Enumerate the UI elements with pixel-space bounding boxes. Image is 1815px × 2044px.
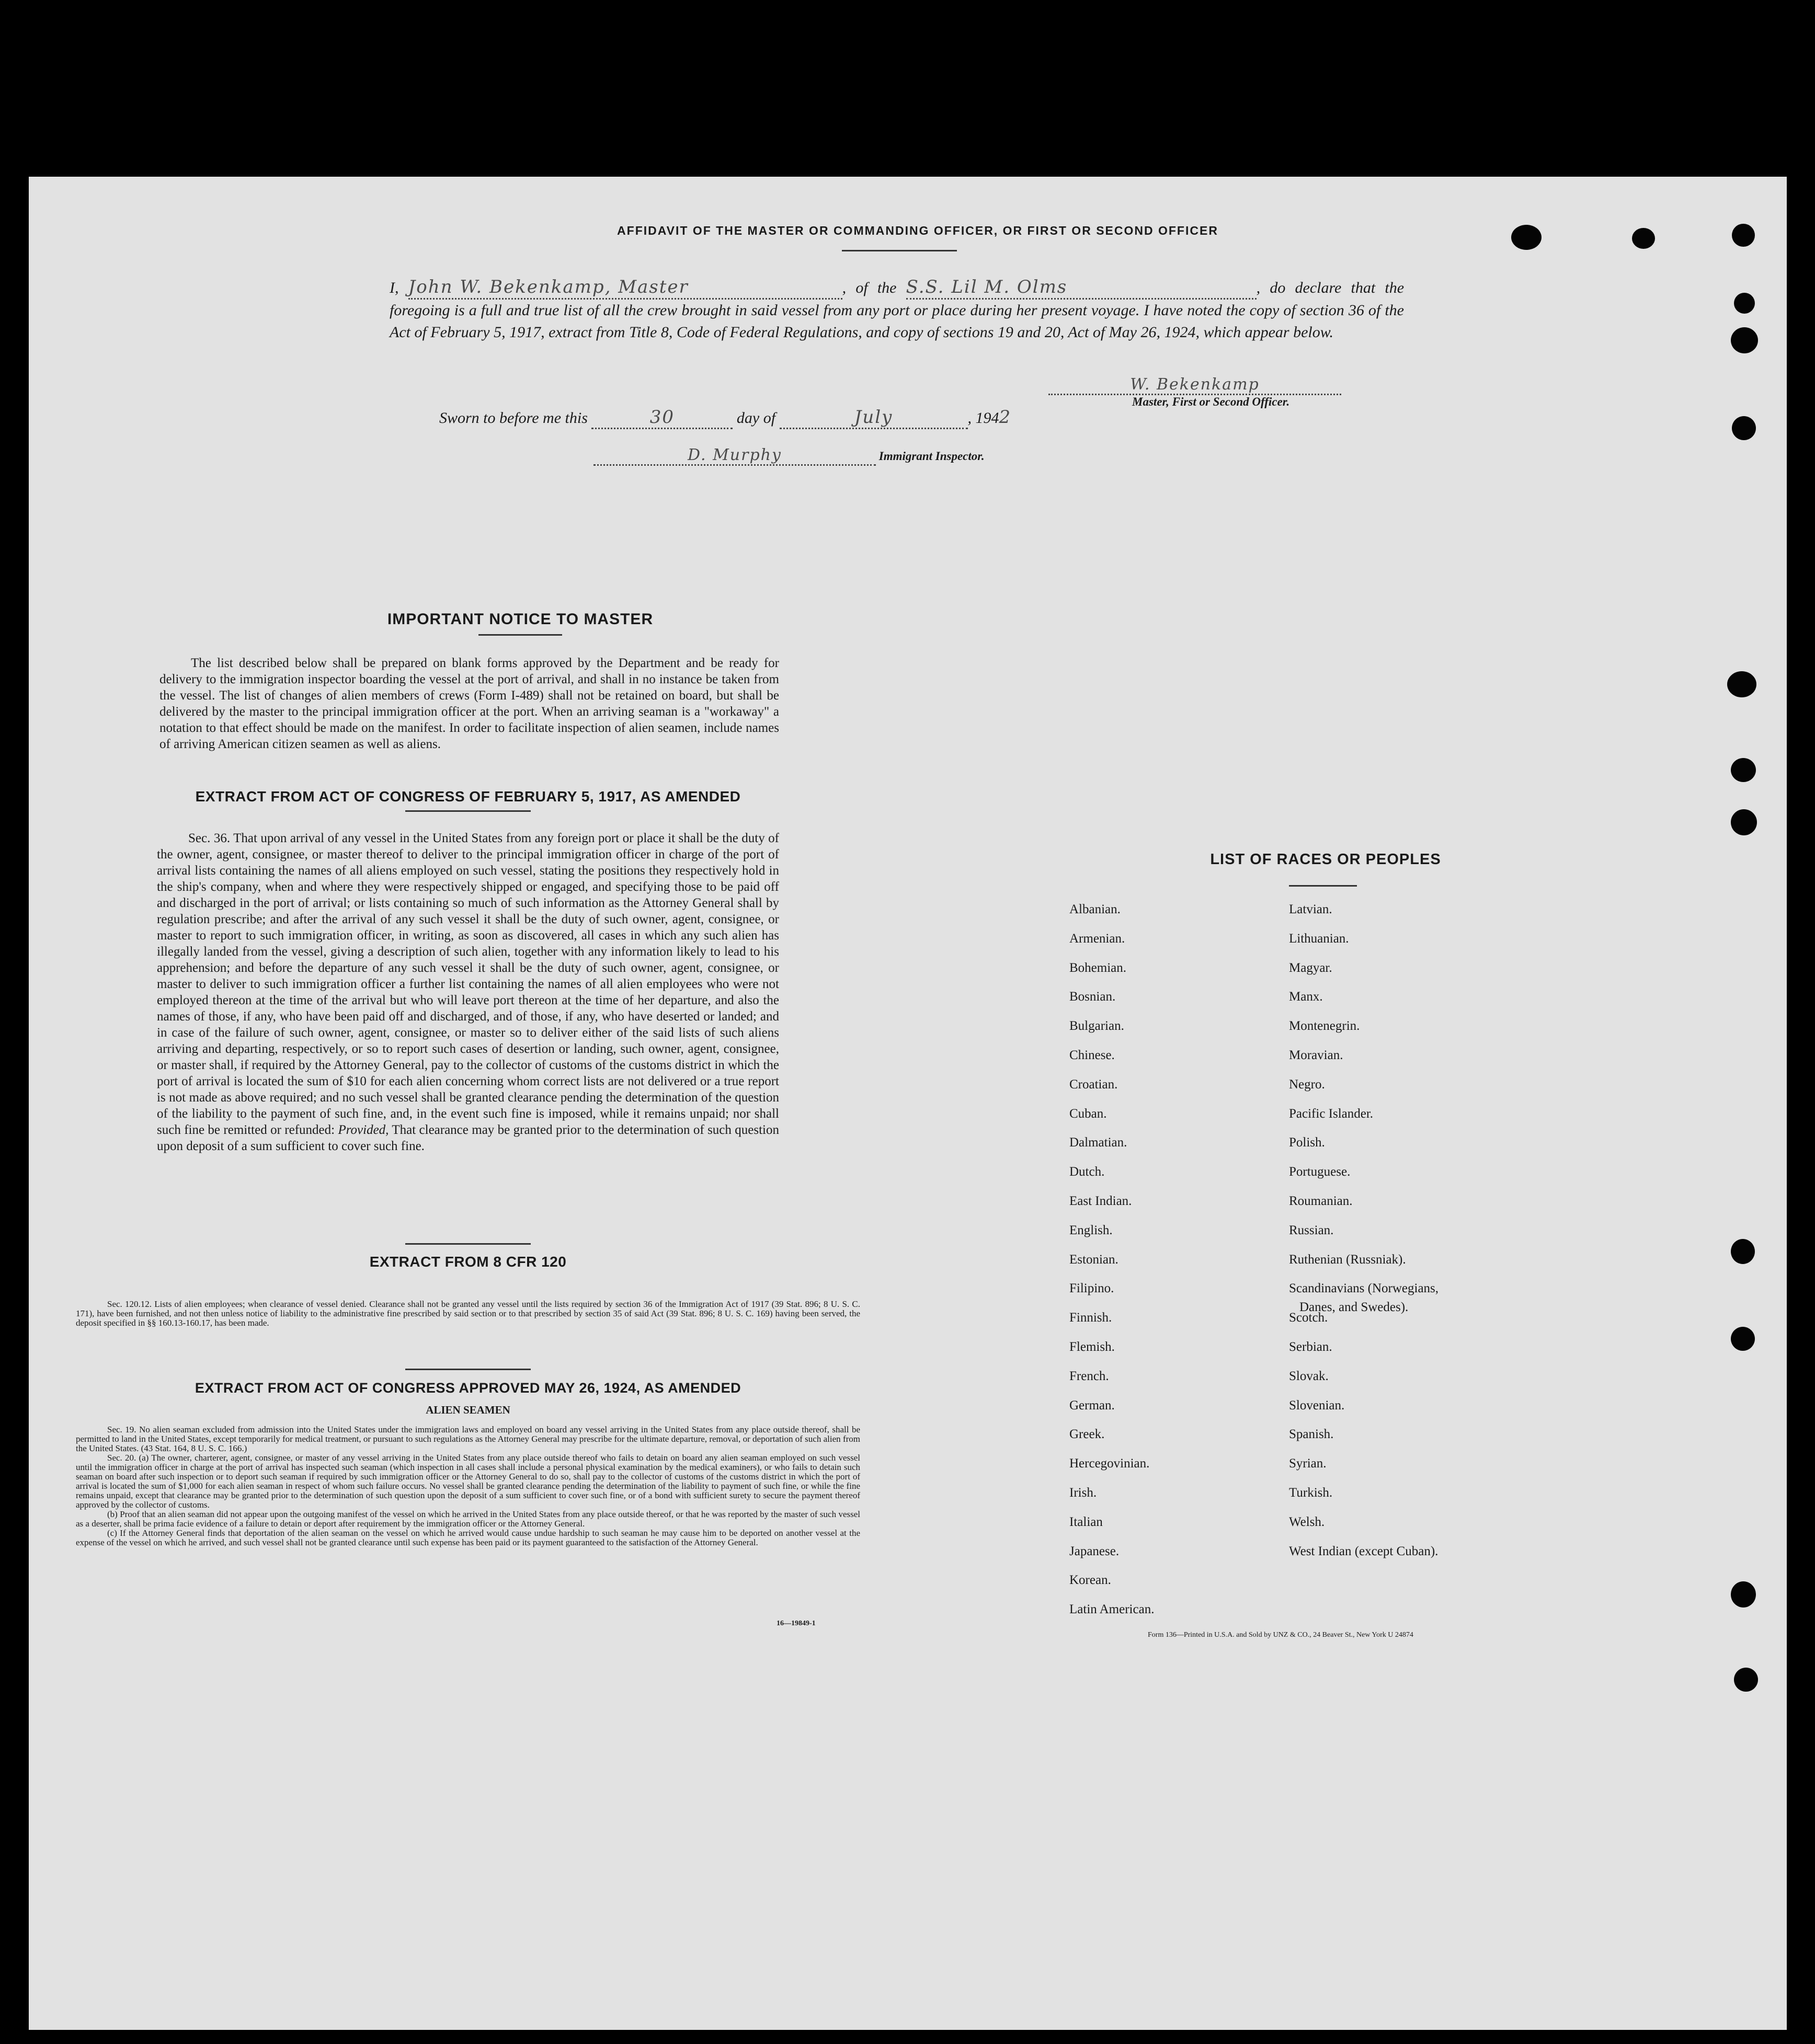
race-item: Montenegrin. (1289, 1019, 1360, 1034)
race-item: Irish. (1069, 1486, 1097, 1500)
punch-hole (1632, 228, 1655, 249)
print-code: 16—19849-1 (777, 1620, 816, 1627)
affidavit-title: AFFIDAVIT OF THE MASTER OR COMMANDING OFFICER, OR FIRST OR SECOND OFFICER (617, 224, 1218, 237)
sworn-day-field: 30 (591, 407, 733, 429)
notice-title: IMPORTANT NOTICE TO MASTER (387, 611, 654, 628)
race-item: Pacific Islander. (1289, 1106, 1374, 1121)
punch-hole (1511, 225, 1542, 250)
races-divider (1289, 885, 1357, 887)
race-item: Albanian. (1069, 902, 1121, 916)
race-item: Latvian. (1289, 902, 1332, 916)
race-item: Armenian. (1069, 931, 1125, 946)
punch-hole (1734, 1668, 1758, 1692)
section-20a-text: Sec. 20. (a) The owner, charterer, agent, consignee, or master of any vessel arriving in the United States from any place outside thereof who fails to detain on board any alien seaman employed on such vessel until the immigration officer in charge at the port of arrival has inspected such seaman (which inspection in all cases shall include a personal physical examination by the medical examiners), or who fails to detain such seaman on board after such inspection or to deport such seaman if required by such immigration officer or the Attorney General to do so, shall pay to the collector of customs of the customs district in which the port of arrival is located the sum of $1,000 for each alien seaman in respect of whom such failure occurs. No vessel shall be granted clearance pending the determination of the liability to payment of such fine, or while the fine remains unpaid, except that clearance may be granted prior to the determination of such question upon the deposit of a sum sufficient to cover such fine, or of a bond with sufficient surety to secure the payment thereof approved by the collector of customs. (76, 1453, 860, 1510)
cfr-text: Sec. 120.12. Lists of alien employees; when clearance of vessel denied. Clearance shall not be granted any vessel until the lists required by section 36 of the Immigration Act of 1917 (39 Stat. 896; 8 U. S. C. 171), have been furnished, and not then unless notice of liability to the administrative fine prescribed by said section or to that prescribed by section 35 of said Act (39 Stat. 896; 8 U. S. C. 169) having been served, the deposit specified in §§ 160.13-160.17, has been made. (76, 1299, 860, 1328)
master-name-field: John W. Bekenkamp, Master (408, 276, 842, 300)
day-of-label: day of (736, 409, 776, 427)
punch-hole (1731, 1239, 1755, 1264)
race-item: Negro. (1289, 1077, 1325, 1092)
title-divider (842, 250, 957, 251)
proviso-text: That clearance may be granted prior to the determination of such question upon deposit of a sum sufficient to cover such fine. (157, 1123, 779, 1153)
notice-text: The list described below shall be prepared on blank forms approved by the Department and be ready for delivery to the immigration inspector boarding the vessel at the port of arrival, and shall in no instance be taken from the vessel. The list of changes of alien members of crews (Form I-489) shall not be retained on board, but shall be delivered by the master to the principal immigration officer at the port. When an arriving seaman is a "workaway" a notation to that effect should be made on the manifest. In order to facilitate inspection of alien seamen, include names of arriving American citizen seamen as well as aliens. (159, 656, 779, 751)
race-item: Hercegovinian. (1069, 1456, 1150, 1471)
form-footer: Form 136—Printed in U.S.A. and Sold by UNZ & CO., 24 Beaver St., New York U 24874 (1148, 1631, 1413, 1639)
race-item: Dalmatian. (1069, 1135, 1127, 1150)
race-item: Roumanian. (1289, 1194, 1353, 1208)
section-36-text: That upon arrival of any vessel in the United States from any foreign port or place it shall be the duty of the owner, agent, consignee, or master thereof to deliver to the principal immigration officer in charge of the port of arrival lists containing the names of all aliens employed on such vessel, stating the positions they respectively hold in the ship's company, when and where they were respectively shipped or engaged, and specifying those to be paid off and discharged in the port of arrival; or lists containing so much of such information as the Attorney General shall by regulation prescribe; and after the arrival of any such vessel it shall be the duty of such owner, agent, consignee, or master to report to such immigration officer, in writing, as soon as discovered, all cases in which any such alien has illegally landed from the vessel, giving a description of such alien, together with any information likely to lead to his apprehension; and before the departure of any such vessel it shall be the duty of such owner, agent, consignee, or master to deliver to such immigration officer a further list containing the names of all alien employees who were not employed thereon at the time of the arrival but who will leave port thereon at the time of her departure, and also the names of those, if any, who have been paid off and discharged, and of those, if any, who have deserted or landed; and in case of the failure of such owner, agent, consignee, or master so to deliver either of the said lists of such aliens arriving and departing, respectively, or so to report such cases of desertion or landing, such owner, agent, consignee, or master shall, if required by the Attorney General, pay to the collector of customs of the customs district in which the port of arrival is located the sum of $10 for each alien concerning whom correct lists are not delivered or a true report is not made as above required; and no such vessel shall be granted clearance pending the determination of the question of the liability to the payment of such fine, and, in the event such fine is imposed, while it remains unpaid; nor shall such fine be remitted or refunded: (157, 831, 779, 1137)
race-item: Italian (1069, 1514, 1103, 1529)
race-item: Bosnian. (1069, 990, 1116, 1004)
declaration-prefix: I, (390, 279, 399, 296)
punch-hole (1731, 1581, 1756, 1607)
race-item: English. (1069, 1223, 1113, 1237)
race-item: Magyar. (1289, 960, 1332, 975)
of-the-label: , of the (842, 279, 897, 296)
punch-hole (1731, 1327, 1755, 1351)
race-item: East Indian. (1069, 1194, 1132, 1208)
race-item: Dutch. (1069, 1165, 1105, 1179)
race-item: French. (1069, 1369, 1109, 1383)
sworn-year-field: 2 (999, 407, 1012, 428)
master-signature-label: Master, First or Second Officer. (1132, 395, 1290, 408)
race-item: German. (1069, 1398, 1115, 1413)
race-item: West Indian (except Cuban). (1289, 1544, 1439, 1558)
document-page (29, 177, 1787, 2030)
master-signature (1048, 375, 1373, 409)
race-item: Korean. (1069, 1573, 1111, 1588)
affidavit-declaration (390, 276, 1404, 343)
race-item: Lithuanian. (1289, 931, 1349, 946)
race-item: Croatian. (1069, 1077, 1118, 1092)
race-item: Slovak. (1289, 1369, 1329, 1383)
sworn-month-field: July (780, 407, 968, 429)
race-item: Manx. (1289, 990, 1323, 1004)
races-title: LIST OF RACES OR PEOPLES (1210, 851, 1441, 868)
extract-1917-text (157, 830, 779, 1154)
punch-hole (1734, 293, 1755, 314)
race-item: Scandinavians (Norwegians, (1289, 1281, 1439, 1296)
act-1924-divider (405, 1369, 531, 1370)
race-item: Turkish. (1289, 1486, 1333, 1500)
declare-label: , do declare (1256, 279, 1342, 296)
sworn-line (439, 407, 1171, 429)
extract-1917-divider (405, 810, 531, 812)
inspector-signature-field: D. Murphy (593, 446, 876, 466)
section-19-text: Sec. 19. No alien seaman excluded from admission into the United States under the immigration laws and employed on board any vessel arriving in the United States from any place outside thereof, shall be permitted to land in the United States, except temporarily for medical treatment, or pursuant to such regulations as the Attorney General may prescribe for the ultimate departure, removal, or deportation of such alien from the United States. (43 Stat. 164, 8 U. S. C. 166.) (76, 1425, 860, 1453)
year-prefix: , 194 (967, 409, 999, 427)
race-item: Chinese. (1069, 1048, 1115, 1062)
vessel-name-field: S.S. Lil M. Olms (906, 276, 1257, 300)
race-item: Finnish. (1069, 1311, 1112, 1325)
act-1924-title: EXTRACT FROM ACT OF CONGRESS APPROVED MAY 26, 1924, AS AMENDED (195, 1380, 741, 1396)
notice-divider (478, 634, 562, 636)
section-36-label: Sec. 36. (188, 831, 231, 845)
race-item: Danes, and Swedes). (1299, 1300, 1409, 1315)
race-item: Japanese. (1069, 1544, 1120, 1558)
race-item: Polish. (1289, 1135, 1325, 1150)
punch-hole (1731, 327, 1758, 353)
race-item: Ruthenian (Russniak). (1289, 1252, 1406, 1267)
race-item: Syrian. (1289, 1456, 1327, 1471)
race-item: Russian. (1289, 1223, 1334, 1237)
section-20b-text: (b) Proof that an alien seaman did not appear upon the outgoing manifest of the vessel on which he arrived in the United States from any place outside thereof, or that he was reported by the master of such vessel as a deserter, shall be prima facie evidence of a failure to detain or deport after requirement by the immigration officer or the Attorney General. (76, 1509, 860, 1529)
punch-hole (1727, 671, 1756, 697)
punch-hole (1732, 416, 1756, 440)
extract-1917-title: EXTRACT FROM ACT OF CONGRESS OF FEBRUARY 5, 1917, AS AMENDED (195, 788, 741, 805)
declaration-body: that the foregoing is a full and true list of all the crew brought in said vessel from any port or place during her present voyage. I have noted the copy of section 36 of the Act of February 5, 1917, extract from Title 8, Code of Federal Regulations, and copy of sections 19 and 20, Act of May 26, 1924, which appear below. (390, 279, 1405, 341)
proviso-label: Provided, (338, 1123, 389, 1137)
inspector-signature-line (593, 446, 1116, 466)
race-item: Flemish. (1069, 1340, 1115, 1354)
cfr-title: EXTRACT FROM 8 CFR 120 (369, 1254, 567, 1270)
race-item: Spanish. (1289, 1427, 1334, 1442)
race-item: Scotch. (1289, 1311, 1328, 1325)
race-item: Bulgarian. (1069, 1019, 1124, 1034)
race-item: Moravian. (1289, 1048, 1343, 1062)
race-item: Greek. (1069, 1427, 1105, 1442)
race-item: Filipino. (1069, 1281, 1114, 1296)
punch-hole (1731, 758, 1756, 782)
act-1924-sections (76, 1425, 860, 1547)
race-item: Estonian. (1069, 1252, 1118, 1267)
master-signature-field: W. Bekenkamp (1048, 375, 1341, 395)
sworn-prefix: Sworn to before me this (439, 409, 588, 427)
race-item: Bohemian. (1069, 960, 1127, 975)
punch-hole (1732, 224, 1755, 247)
section-20c-text: (c) If the Attorney General finds that deportation of the alien seaman on the vessel on which he arrived would cause undue hardship to such seaman he may cause him to be deported on another vessel at the expense of the vessel on which he arrived, and such vessel shall not be granted clearance until such expense has been paid or its payment guaranteed to the satisfaction of the Attorney General. (76, 1528, 860, 1547)
race-item: Welsh. (1289, 1514, 1325, 1529)
race-item: Portuguese. (1289, 1165, 1351, 1179)
act-1924-subtitle: ALIEN SEAMEN (426, 1404, 510, 1416)
cfr-top-divider (405, 1243, 531, 1245)
race-item: Slovenian. (1289, 1398, 1345, 1413)
inspector-label: Immigrant Inspector. (878, 450, 985, 463)
race-item: Latin American. (1069, 1602, 1155, 1617)
race-item: Cuban. (1069, 1106, 1107, 1121)
punch-hole (1731, 809, 1757, 835)
race-item: Serbian. (1289, 1340, 1332, 1354)
